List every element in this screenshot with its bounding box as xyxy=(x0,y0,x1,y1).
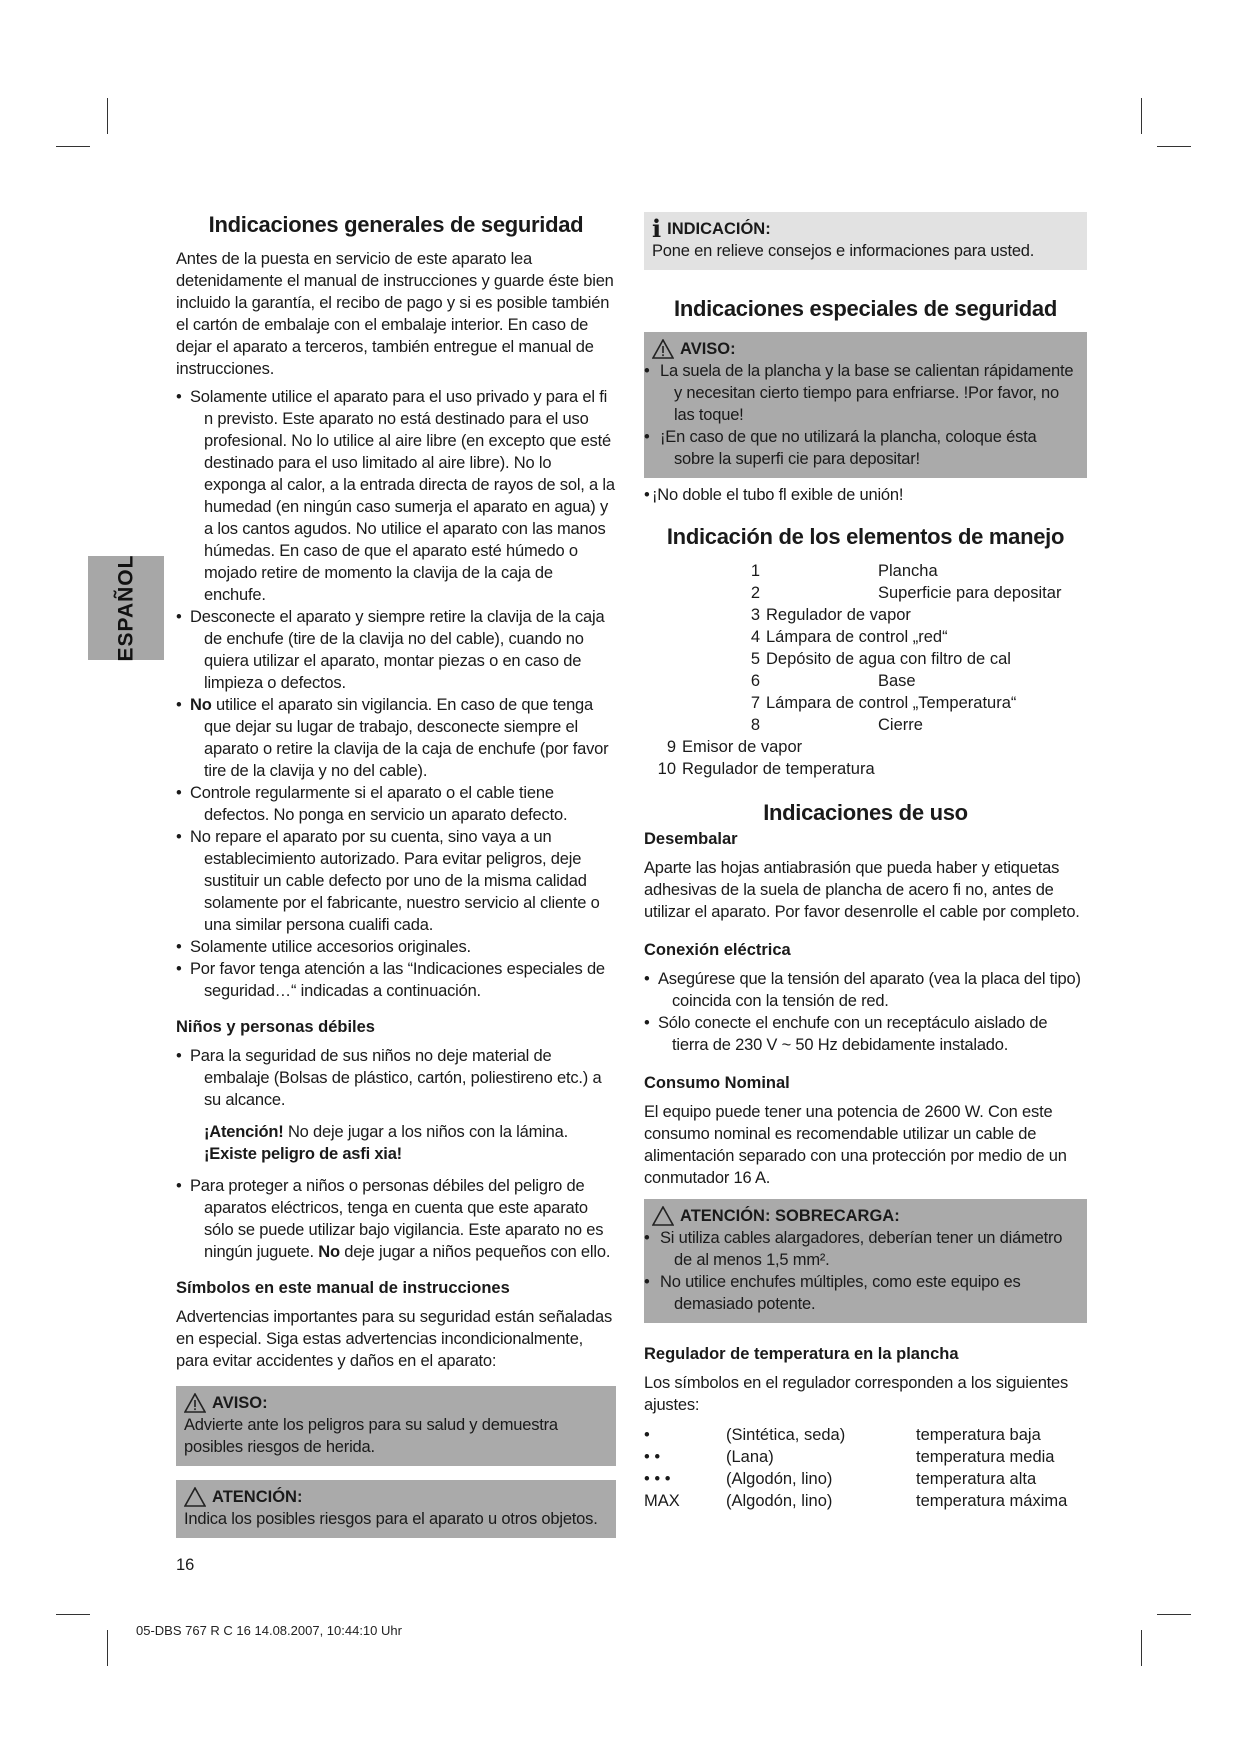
consumption-heading: Consumo Nominal xyxy=(644,1074,790,1092)
caution-triangle-icon xyxy=(652,1206,674,1226)
element-label: Regulador de temperatura xyxy=(682,760,875,778)
overload-title: ATENCIÓN: SOBRECARGA: xyxy=(680,1207,900,1225)
caution-triangle-icon xyxy=(184,1487,206,1507)
temp-symbol: • • • xyxy=(644,1470,671,1488)
aviso-box xyxy=(176,1386,616,1466)
list-item: • ¡En caso de que no utilizará la plancha, coloque ésta sobre la superfi cie para depositar! xyxy=(644,426,1079,470)
list-item: • Si utiliza cables alargadores, deberían tener un diámetro de al menos 1,5 mm². xyxy=(644,1227,1079,1271)
left-column xyxy=(176,212,616,1538)
table-row xyxy=(644,1424,1087,1446)
element-label: Base xyxy=(878,672,916,690)
list-item: • Por favor tenga atención a las “Indicaciones especiales de seguridad…“ indicadas a continuación. xyxy=(176,958,616,1002)
element-row xyxy=(644,758,1087,780)
children-list xyxy=(176,1045,616,1111)
element-number: 1 xyxy=(750,562,760,580)
element-label: Lámpara de control „red“ xyxy=(766,628,948,646)
list-item xyxy=(176,1175,616,1263)
general-safety-intro: Antes de la puesta en servicio de este aparato lea detenidamente el manual de instrucciones y guarde éste bien incluido la garantía, el recibo de pago y si es posible también el cartón de embalaje con el embalaje interior. En caso de dejar el aparato a terceros, también entregue el manual de instrucciones. xyxy=(176,250,614,378)
element-label: Plancha xyxy=(878,562,938,580)
element-label: Regulador de vapor xyxy=(766,606,911,624)
element-label: Depósito de agua con filtro de cal xyxy=(766,650,1011,668)
atencion-text: Indica los posibles riesgos para el aparato u otros objetos. xyxy=(184,1510,598,1528)
special-aviso-list xyxy=(644,360,1079,470)
element-row xyxy=(644,736,1087,758)
emphasis: No xyxy=(318,1243,340,1261)
temp-symbol: • • xyxy=(644,1448,661,1466)
emphasis: No xyxy=(190,696,212,714)
element-number: 3 xyxy=(750,606,760,624)
temperature-table xyxy=(644,1424,1087,1512)
list-item: • Solamente utilice accesorios originales. xyxy=(176,936,616,958)
symbols-text: Advertencias importantes para su seguridad están señaladas en especial. Siga estas advertencias incondicionalmente, para evitar accidentes y daños en el aparato: xyxy=(176,1308,613,1370)
info-icon: i xyxy=(652,214,662,243)
unpack-heading: Desembalar xyxy=(644,830,738,848)
print-footer: 05-DBS 767 R C 16 14.08.2007, 10:44:10 Uhr xyxy=(136,1623,402,1638)
list-item: • Sólo conecte el enchufe con un receptáculo aislado de tierra de 230 V ~ 50 Hz debidamente instalado. xyxy=(644,1012,1087,1056)
special-aviso-box xyxy=(644,332,1087,478)
emphasis: ¡Existe peligro de asfi xia! xyxy=(204,1145,402,1163)
children-list-2 xyxy=(176,1175,616,1263)
list-item: • Para la seguridad de sus niños no deje material de embalaje (Bolsas de plástico, cartón, poliestireno etc.) a su alcance. xyxy=(176,1045,616,1111)
indicacion-box-title xyxy=(652,214,1079,243)
special-safety-title: Indicaciones especiales de seguridad xyxy=(674,296,1057,321)
temp-material: (Algodón, lino) xyxy=(726,1470,833,1488)
aviso-text: Advierte ante los peligros para su salud y demuestra posibles riesgos de herida. xyxy=(184,1416,558,1456)
element-number: 5 xyxy=(750,650,760,668)
temp-setting: temperatura media xyxy=(916,1448,1055,1466)
list-item: • Asegúrese que la tensión del aparato (vea la placa del tipo) coincida con la tensión de red. xyxy=(644,968,1087,1012)
element-label: Lámpara de control „Temperatura“ xyxy=(766,694,1017,712)
list-item-text: deje jugar a niños pequeños con ello. xyxy=(339,1243,611,1261)
list-item: • Solamente utilice el aparato para el uso privado y para el fi n previsto. Este aparato no está destinado para el uso profesional. No lo utilice al aire libre (en excepto que esté destinado para el uso limitado al aire libre). No lo exponga al calor, a la entrada directa de rayos de sol, a la humedad (en ningún caso sumerja el aparato en agua) y a los cantos agudos. No utilice el aparato con las manos húmedas. En caso de que el aparato esté húmedo o mojado retire de momento la clavija de la caja de enchufe. xyxy=(176,386,616,606)
symbols-heading: Símbolos en este manual de instrucciones xyxy=(176,1279,510,1297)
temp-text: Los símbolos en el regulador corresponden a los siguientes ajustes: xyxy=(644,1374,1069,1414)
element-number: 9 xyxy=(666,738,676,756)
crop-mark xyxy=(1157,146,1191,147)
list-item: • ¡No doble el tubo fl exible de unión! xyxy=(644,484,1087,506)
warning-triangle-icon xyxy=(652,339,674,359)
overload-box-title xyxy=(652,1205,1079,1227)
list-item: • Controle regularmente si el aparato o el cable tiene defectos. No ponga en servicio un aparato defecto. xyxy=(176,782,616,826)
special-extra-list xyxy=(644,484,1087,506)
electric-heading: Conexión eléctrica xyxy=(644,941,791,959)
crop-mark xyxy=(1141,98,1142,134)
element-row xyxy=(644,714,1087,736)
temp-material: (Algodón, lino) xyxy=(726,1492,833,1510)
list-item: • Desconecte el aparato y siempre retire la clavija de la caja de enchufe (tire de la clavija no del cable), cuando no quiera utilizar el aparato, montar piezas o en caso de limpieza o defectos. xyxy=(176,606,616,694)
element-number: 7 xyxy=(750,694,760,712)
language-tab xyxy=(88,556,164,660)
consumption-text: El equipo puede tener una potencia de 2600 W. Con este consumo nominal es recomendable utilizar un cable de alimentación separado con una protección por medio de un conmutador 16 A. xyxy=(644,1103,1067,1187)
aviso-box-title xyxy=(184,1392,608,1414)
crop-mark xyxy=(56,146,90,147)
element-row xyxy=(644,560,1087,582)
indicacion-box xyxy=(644,212,1087,270)
temp-setting: temperatura máxima xyxy=(916,1492,1068,1510)
crop-mark xyxy=(107,98,108,134)
choking-warning-text: No deje jugar a los niños con la lámina. xyxy=(283,1123,568,1141)
element-label: Superficie para depositar xyxy=(878,584,1062,602)
element-number: 10 xyxy=(657,760,676,778)
overload-list xyxy=(644,1227,1079,1315)
temp-heading: Regulador de temperatura en la plancha xyxy=(644,1345,959,1363)
aviso-title: AVISO: xyxy=(212,1394,268,1412)
element-number: 4 xyxy=(750,628,760,646)
element-row xyxy=(644,670,1087,692)
list-item: • No utilice enchufes múltiples, como este equipo es demasiado potente. xyxy=(644,1271,1079,1315)
element-number: 6 xyxy=(750,672,760,690)
list-item-text: Para proteger a niños o personas débiles del peligro de aparatos eléctricos, tenga en cuenta que este aparato sólo se puede utilizar bajo vigilancia. Este aparato no es ningún juguete. xyxy=(190,1177,604,1261)
table-row xyxy=(644,1446,1087,1468)
indicacion-text: Pone en relieve consejos e informaciones para usted. xyxy=(652,242,1035,260)
children-heading: Niños y personas débiles xyxy=(176,1018,375,1036)
special-aviso-title: AVISO: xyxy=(680,340,736,358)
right-column xyxy=(644,212,1087,1512)
element-row xyxy=(644,604,1087,626)
language-tab-label: ESPAÑOL xyxy=(114,554,137,662)
special-aviso-box-title xyxy=(652,338,1079,360)
page-number: 16 xyxy=(176,1556,195,1574)
usage-title: Indicaciones de uso xyxy=(763,800,968,825)
temp-symbol: MAX xyxy=(644,1492,680,1510)
element-row xyxy=(644,648,1087,670)
list-item-text: utilice el aparato sin vigilancia. En caso de que tenga que dejar su lugar de trabajo, desconecte siempre el aparato o retire la clavija de la caja de enchufe (por favor tire de la clavija y no del cable). xyxy=(204,696,609,780)
indicacion-title: INDICACIÓN: xyxy=(667,220,771,238)
temp-material: (Lana) xyxy=(726,1448,774,1466)
elements-title: Indicación de los elementos de manejo xyxy=(666,524,1065,549)
choking-warning xyxy=(176,1121,616,1165)
element-label: Emisor de vapor xyxy=(682,738,803,756)
element-label: Cierre xyxy=(878,716,923,734)
warning-triangle-icon xyxy=(184,1393,206,1413)
crop-mark xyxy=(56,1614,90,1615)
emphasis: ¡Atención! xyxy=(204,1123,284,1141)
element-row xyxy=(644,582,1087,604)
temp-material: (Sintética, seda) xyxy=(726,1426,846,1444)
list-item: • No repare el aparato por su cuenta, sino vaya a un establecimiento autorizado. Para evitar peligros, deje sustituir un cable defecto por uno de la misma calidad solamente por el fabricante, nuestro servicio al cliente o una similar persona cualifi cada. xyxy=(176,826,616,936)
crop-mark xyxy=(107,1630,108,1666)
element-number: 2 xyxy=(750,584,760,602)
atencion-box-title xyxy=(184,1486,608,1508)
crop-mark xyxy=(1141,1630,1142,1666)
list-item xyxy=(176,694,616,782)
general-safety-title: Indicaciones generales de seguridad xyxy=(208,212,584,237)
temp-setting: temperatura alta xyxy=(916,1470,1037,1488)
list-item: • La suela de la plancha y la base se calientan rápidamente y necesitan cierto tiempo para enfriarse. !Por favor, no las toque! xyxy=(644,360,1079,426)
table-row xyxy=(644,1490,1087,1512)
temp-symbol: • xyxy=(644,1426,650,1444)
element-row xyxy=(644,626,1087,648)
table-row xyxy=(644,1468,1087,1490)
temp-setting: temperatura baja xyxy=(916,1426,1041,1444)
element-number: 8 xyxy=(750,716,760,734)
unpack-text: Aparte las hojas antiabrasión que pueda haber y etiquetas adhesivas de la suela de plancha de acero fi no, antes de utilizar el aparato. Por favor desenrolle el cable por completo. xyxy=(644,859,1080,921)
atencion-box xyxy=(176,1480,616,1538)
crop-mark xyxy=(1157,1614,1191,1615)
general-safety-list xyxy=(176,386,616,1002)
overload-box xyxy=(644,1199,1087,1323)
electric-list xyxy=(644,968,1087,1056)
atencion-title: ATENCIÓN: xyxy=(212,1488,303,1506)
elements-list xyxy=(644,560,1087,780)
element-row xyxy=(644,692,1087,714)
